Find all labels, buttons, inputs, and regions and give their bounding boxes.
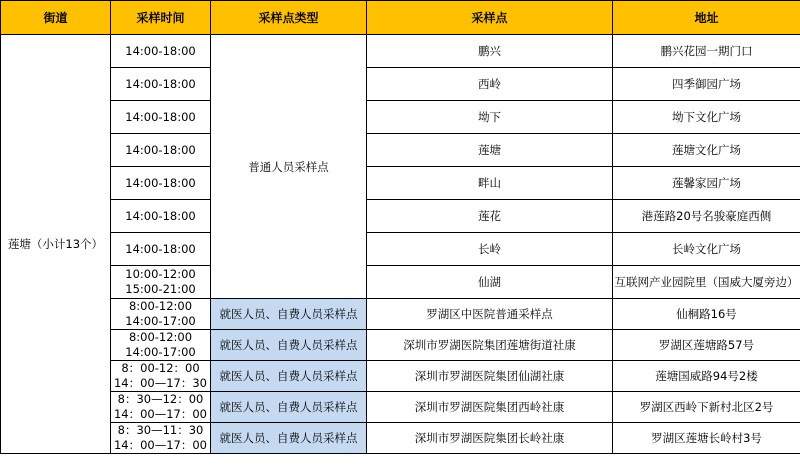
header-address: 地址: [613, 1, 800, 35]
time-cell: [111, 299, 211, 330]
time-cell: 14:00-18:00: [111, 134, 211, 167]
time-cell: 14:00-18:00: [111, 233, 211, 266]
header-site: 采样点: [367, 1, 613, 35]
site-cell: 仙湖: [367, 266, 613, 299]
address-cell: 罗湖区西岭下新村北区2号: [613, 392, 800, 423]
table-row: [1, 392, 800, 423]
time-line: 8：30—11：30: [117, 423, 204, 437]
site-cell: 深圳市罗湖医院集团仙湖社康: [367, 361, 613, 392]
time-cell: 14:00-18:00: [111, 35, 211, 68]
site-cell: 莲花: [367, 200, 613, 233]
time-line: 8：00-12：00: [121, 361, 200, 375]
time-line: 14：00—17：00: [113, 407, 208, 421]
time-line: 8:00-12:00: [128, 330, 193, 344]
site-cell: 畔山: [367, 167, 613, 200]
address-cell: 坳下文化广场: [613, 101, 800, 134]
time-cell: [111, 392, 211, 423]
address-cell: 罗湖区莲塘路57号: [613, 330, 800, 361]
header-type: 采样点类型: [211, 1, 367, 35]
site-cell: 西岭: [367, 68, 613, 101]
site-cell: 长岭: [367, 233, 613, 266]
time-line: 15:00-21:00: [125, 282, 196, 296]
address-cell: 港莲路20号名骏豪庭西侧: [613, 200, 800, 233]
table-row: [1, 167, 800, 200]
table-row: [1, 361, 800, 392]
site-cell: 深圳市罗湖医院集团西岭社康: [367, 392, 613, 423]
street-cell: 莲塘（小计13个）: [1, 35, 111, 454]
time-cell: [111, 330, 211, 361]
address-cell: 莲馨家园广场: [613, 167, 800, 200]
time-line: 14：00—17：00: [113, 438, 208, 452]
header-street: 街道: [1, 1, 111, 35]
header-time: 采样时间: [111, 1, 211, 35]
type-cell-medical: 就医人员、自费人员采样点: [211, 330, 367, 361]
type-cell-general: 普通人员采样点: [211, 35, 367, 299]
type-cell-medical: 就医人员、自费人员采样点: [211, 392, 367, 423]
table-row: [1, 330, 800, 361]
time-cell: 14:00-18:00: [111, 101, 211, 134]
site-cell: 鹏兴: [367, 35, 613, 68]
time-cell: 14:00-18:00: [111, 200, 211, 233]
table-row: [1, 134, 800, 167]
site-cell: 坳下: [367, 101, 613, 134]
time-cell: 14:00-18:00: [111, 68, 211, 101]
address-cell: 仙桐路16号: [613, 299, 800, 330]
table-row: [1, 233, 800, 266]
address-cell: 鹏兴花园一期门口: [613, 35, 800, 68]
time-line: 14:00-17:00: [125, 314, 196, 328]
time-cell: [111, 266, 211, 299]
time-line: 14:00-17:00: [125, 345, 196, 359]
address-cell: 莲塘国威路94号2楼: [613, 361, 800, 392]
time-cell: [111, 361, 211, 392]
table-row: [1, 266, 800, 299]
address-cell: 四季御园广场: [613, 68, 800, 101]
header-row: [1, 1, 800, 35]
type-cell-medical: 就医人员、自费人员采样点: [211, 423, 367, 454]
table-row: [1, 35, 800, 68]
address-cell: 莲塘文化广场: [613, 134, 800, 167]
address-cell: 长岭文化广场: [613, 233, 800, 266]
address-cell: 互联网产业园院里（国威大厦旁边）: [613, 266, 800, 299]
table-row: [1, 423, 800, 454]
time-line: 14：00—17：30: [113, 376, 208, 390]
table-row: [1, 299, 800, 330]
site-cell: 深圳市罗湖医院集团长岭社康: [367, 423, 613, 454]
type-cell-medical: 就医人员、自费人员采样点: [211, 299, 367, 330]
time-line: 8：30—12：00: [117, 392, 204, 406]
address-cell: 罗湖区莲塘长岭村3号: [613, 423, 800, 454]
site-cell: 深圳市罗湖医院集团莲塘街道社康: [367, 330, 613, 361]
time-cell: [111, 423, 211, 454]
site-cell: 莲塘: [367, 134, 613, 167]
time-cell: 14:00-18:00: [111, 167, 211, 200]
site-cell: 罗湖区中医院普通采样点: [367, 299, 613, 330]
table-row: [1, 101, 800, 134]
time-line: 8:00-12:00: [128, 299, 193, 313]
type-cell-medical: 就医人员、自费人员采样点: [211, 361, 367, 392]
time-line: 10:00-12:00: [125, 267, 196, 281]
table-row: [1, 200, 800, 233]
table-row: [1, 68, 800, 101]
